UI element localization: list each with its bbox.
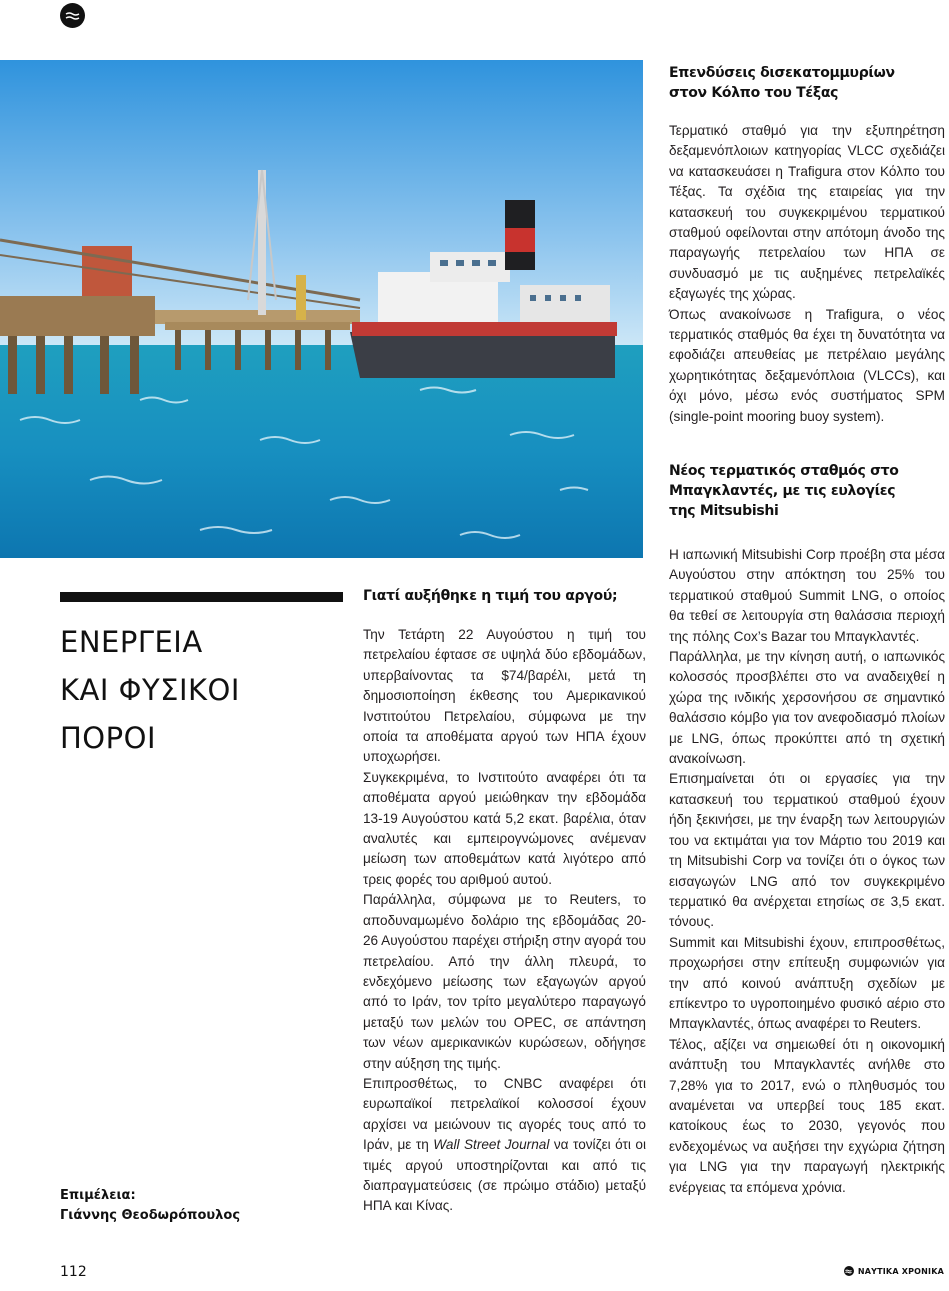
heading-line: στον Κόλπο του Τέξας	[669, 85, 839, 101]
article-paragraph	[363, 1074, 646, 1217]
heading-line: Μπαγκλαντές, με τις ευλογίες	[669, 483, 896, 499]
article-texas-investments	[669, 63, 945, 427]
tanker-terminal-photo	[0, 60, 643, 558]
article-heading: Γιατί αυξήθηκε η τιμή του αργού;	[363, 588, 618, 604]
article-paragraph: Η ιαπωνική Mitsubishi Corp προέβη στα μέσα Αυγούστου στην απόκτηση του 25% του τερματικού σταθμού Summit LNG, ο οποίος θα τεθεί σε λειτουργία στη θαλάσσια περιοχή της πόλης Cox’s Bazar του Μπαγκλαντές.	[669, 547, 945, 644]
heading-line: Νέος τερματικός σταθμός στο	[669, 463, 899, 479]
article-bangladesh-heading	[669, 461, 945, 521]
article-oil-price	[363, 586, 646, 1217]
article-paragraph: Παράλληλα, σύμφωνα με το Reuters, το αποδυναμωμένο δολάριο της εβδομάδας 20-26 Αυγούστου παρέχει στήριξη στην αγορά του πετρελαίου. Από την άλλη πλευρά, το ενδεχόμενο μείωσης των εξαγωγών αργού από το Ιράν, τον τρίτο μεγαλύτερο παραγωγό μεταξύ των μελών του OPEC, σε απάντηση των νέων αμερικανικών κυρώσεων, οδήγησε στην αύξηση της τιμής.	[363, 892, 646, 1071]
article-paragraph: Συγκεκριμένα, το Ινστιτούτο αναφέρει ότι τα αποθέματα αργού μειώθηκαν την εβδομάδα 13-19 Αυγούστου κατά 5,2 εκατ. βαρέλια, όταν αναλυτές και εμπειρογνώμονες ανέμεναν μείωση των αποθεμάτων κατά λιγότερο από τρεις φορές του αριθμού αυτού.	[363, 769, 646, 887]
editor-name: Γιάννης Θεοδωρόπουλος	[60, 1208, 241, 1223]
page-number: 112	[60, 1264, 87, 1280]
section-title-line: ΕΝΕΡΓΕΙΑ	[60, 625, 203, 659]
publication-name: ΝΑΥΤΙΚΑ ΧΡΟΝΙΚΑ	[857, 1266, 944, 1276]
editor-credit	[60, 1186, 343, 1226]
publication-logo-icon	[60, 3, 85, 28]
article-heading	[669, 63, 945, 103]
wave-logo-icon	[844, 1266, 854, 1276]
publication-name: Wall Street Journal	[433, 1137, 550, 1153]
section-divider-bar	[60, 592, 343, 602]
footer-publication-logo	[844, 1266, 944, 1276]
article-paragraph: Επισημαίνεται ότι οι εργασίες για την κατασκευή του τερματικού σταθμού έχουν ήδη ξεκινήσει, με την έναρξη των λειτουργιών του να εκτιμάται για τον Μάρτιο του 2019 και τη Mitsubishi Corp να τονίζει ότι ο όγκος των εισαγωγών LNG από τον συγκεκριμένο τερματικό θα ανέρχεται ετησίως σε 3,5 εκατ. τόνους.	[669, 771, 945, 930]
heading-line: της Mitsubishi	[669, 503, 779, 519]
article-paragraph: Τέλος, αξίζει να σημειωθεί ότι η οικονομική ανάπτυξη του Μπαγκλαντές ανήλθε στο 7,28% για το 2017, ενώ ο πληθυσμός του αναμένεται να υπερβεί τους 185 εκατ. κατοίκους έως το 2030, γεγονός που ενδεχομένως να αυξήσει την εχγώρια ζήτηση για LNG για την παραγωγή ηλεκτρικής ενέργειας τα επόμενα χρόνια.	[669, 1036, 945, 1195]
article-paragraph: Summit και Mitsubishi έχουν, επιπροσθέτως, προχωρήσει στην επίτευξη συμφωνιών για την από κοινού ανάπτυξη σχεδίων με επίκεντρο το υγροποιημένο φυσικό αέριο στο Μπαγκλαντές, όπως αναφέρει το Reuters.	[669, 934, 945, 1032]
article-heading	[669, 461, 945, 521]
article-paragraph: Παράλληλα, με την κίνηση αυτή, ο ιαπωνικός κολοσσός προσβλέπει στο να αναδειχθεί η χώρα της ινδικής χερσονήσου σε σημαντικό θαλάσσιο κόμβο για τον ανεφοδιασμό πλοίων με LNG, όπως προκύπτει από τη σχετική ανακοίνωση.	[669, 649, 945, 767]
article-bangladesh-body	[669, 545, 945, 1198]
section-title-line: ΚΑΙ ΦΥΣΙΚΟΙ ΠΟΡΟΙ	[60, 673, 240, 755]
editor-label: Επιμέλεια:	[60, 1188, 136, 1203]
section-title	[60, 618, 343, 762]
text-run: Επιπροσθέτως, το CNBC αναφέρει ότι ευρωπαϊκοί πετρελαϊκοί κολοσσοί έχουν αρχίσει να μειώνουν τις αγορές τους από το Ιράν, με τη	[363, 1075, 646, 1153]
text-run: να τονίζει ότι οι τιμές αργού υποστηρίζονται και από τις διαπραγματεύσεις (σε πρώιμο στάδιο) μεταξύ ΗΠΑ και Κίνας.	[363, 1137, 647, 1214]
heading-line: Επενδύσεις δισεκατομμυρίων	[669, 65, 895, 81]
wave-lines-icon	[65, 11, 80, 21]
article-paragraph: Τερματικό σταθμό για την εξυπηρέτηση δεξαμενόπλοιων κατηγορίας VLCC σχεδιάζει να κατασκευάσει η Trafigura στον Κόλπο του Τέξας. Τα σχέδια της εταιρείας για την κατασκευή του συγκεκριμένου τερματικού σταθμού οφείλονται στην απότομη άνοδο της παραγωγής πετρελαίου των ΗΠΑ σε συνδυασμό με τις αυξημένες πετρελαϊκές εξαγωγές της χώρας.	[669, 123, 945, 302]
article-paragraph: Όπως ανακοίνωσε η Trafigura, ο νέος τερματικός σταθμός θα έχει τη δυνατότητα να εφοδιάζει απευθείας με πετρέλαιο μεγάλης χωρητικότητας δεξαμενόπλοια (VLCCs), και όχι μόνο, μέσω ενός συστήματος SPM (single-point mooring buoy system).	[669, 306, 945, 424]
article-paragraph: Την Τετάρτη 22 Αυγούστου η τιμή του πετρελαίου έφτασε σε υψηλά δύο εβδομάδων, υπερβαίνοντας τα $74/βαρέλι, μετά τη δημοσιοποίηση έκθεσης του Αμερικανικού Ινστιτούτου Πετρελαίου, σύμφωνα με την οποία τα αποθέματα αργού των ΗΠΑ έχουν υποχωρήσει.	[363, 627, 646, 765]
